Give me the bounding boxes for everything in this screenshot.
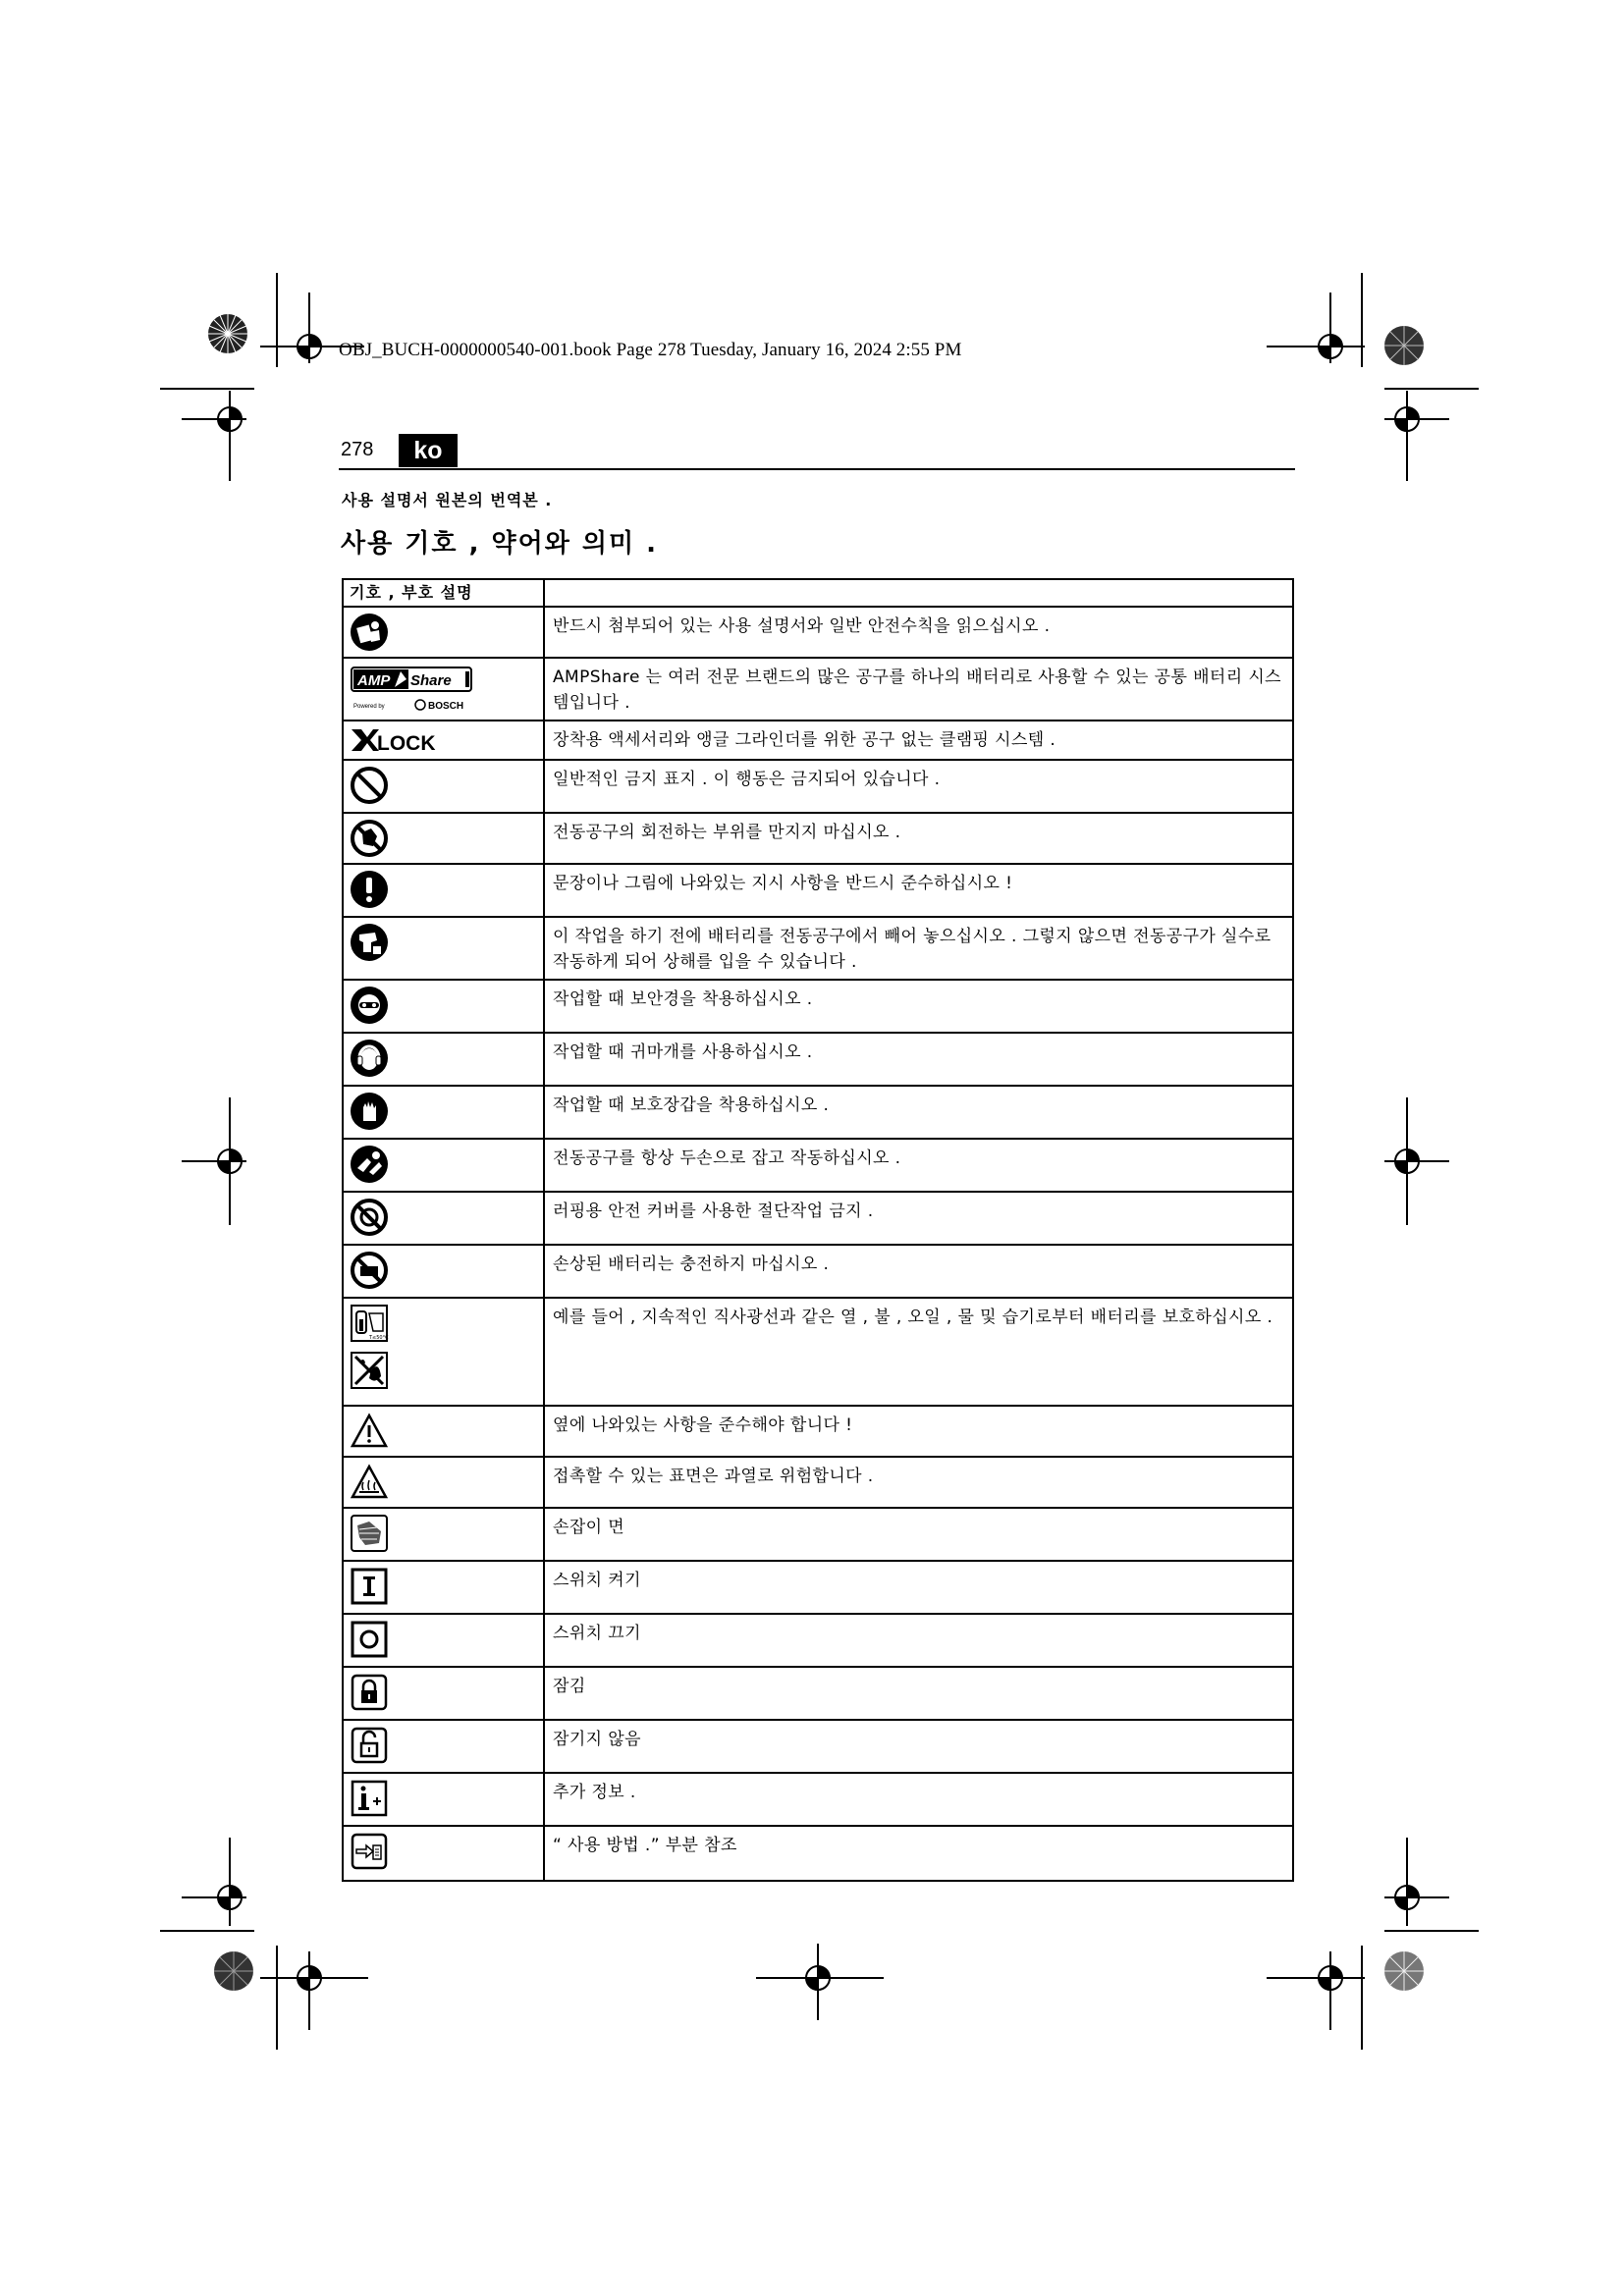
table-row: [343, 1508, 1293, 1561]
description: 스위치 끄기: [544, 1614, 1293, 1667]
description: 예를 들어 , 지속적인 직사광선과 같은 열 , 불 , 오일 , 물 및 습기로부터 배터리를 보호하십시오 .: [544, 1298, 1293, 1406]
sheet-header: OBJ_BUCH-0000000540-001.book Page 278 Tuesday, January 16, 2024 2:55 PM: [339, 340, 962, 360]
table-row: [343, 1826, 1293, 1881]
locked-icon: [350, 1673, 389, 1712]
table-row: [343, 607, 1293, 658]
table-row: [343, 1457, 1293, 1508]
crop-rosette-icon: [1382, 324, 1426, 367]
page-number: 278: [341, 439, 374, 460]
table-row: [343, 658, 1293, 721]
table-row: [343, 1406, 1293, 1457]
header-description: [544, 579, 1293, 607]
table-row: [343, 760, 1293, 813]
description: 작업할 때 보호장갑을 착용하십시오 .: [544, 1086, 1293, 1139]
battery-temperature-icon: [350, 1304, 389, 1343]
description: 추가 정보 .: [544, 1773, 1293, 1826]
hot-surface-icon: [350, 1463, 389, 1502]
table-row: [343, 1720, 1293, 1773]
description: “ 사용 방법 .” 부분 참조: [544, 1826, 1293, 1881]
safety-goggles-icon: [350, 986, 389, 1025]
description: 스위치 켜기: [544, 1561, 1293, 1614]
description: 손상된 배터리는 충전하지 마십시오 .: [544, 1245, 1293, 1298]
description: 문장이나 그림에 나와있는 지시 사항을 반드시 준수하십시오 !: [544, 864, 1293, 917]
warning-icon: [350, 1412, 389, 1451]
table-row: [343, 1614, 1293, 1667]
table-row: [343, 1139, 1293, 1192]
ear-protection-icon: [350, 1039, 389, 1078]
svg-text:LOCK: LOCK: [377, 732, 436, 754]
crop-rosette-icon: [212, 1949, 255, 1993]
two-hands-icon: [350, 1145, 389, 1184]
svg-text:BOSCH: BOSCH: [428, 701, 464, 712]
table-header-row: [343, 579, 1293, 607]
unlocked-icon: [350, 1726, 389, 1765]
description: 반드시 첨부되어 있는 사용 설명서와 일반 안전수칙을 읽으십시오 .: [544, 607, 1293, 658]
svg-text:Powered by: Powered by: [353, 704, 385, 710]
no-charge-damaged-battery-icon: [350, 1251, 389, 1290]
page-title: 사용 기호 , 약어와 의미 .: [341, 529, 659, 559]
table-row: [343, 864, 1293, 917]
table-row: [343, 813, 1293, 864]
table-row: [343, 980, 1293, 1033]
description: 장착용 액세서리와 앵글 그라인더를 위한 공구 없는 클램핑 시스템 .: [544, 721, 1293, 760]
switch-on-icon: [350, 1567, 389, 1606]
description: 전동공구를 항상 두손으로 잡고 작동하십시오 .: [544, 1139, 1293, 1192]
svg-text:AMP: AMP: [357, 672, 391, 689]
crop-rosette-icon: [206, 312, 249, 355]
description: 러핑용 안전 커버를 사용한 절단작업 금지 .: [544, 1192, 1293, 1245]
symbols-table: [342, 578, 1294, 1882]
subtitle: 사용 설명서 원본의 번역본 .: [342, 491, 553, 509]
header-rule: [339, 468, 1295, 470]
description: AMPShare 는 여러 전문 브랜드의 많은 공구를 하나의 배터리로 사용할 수 있는 공통 배터리 시스템입니다 .: [544, 658, 1293, 721]
table-row: [343, 1773, 1293, 1826]
table-row: [343, 1561, 1293, 1614]
description: 작업할 때 보안경을 착용하십시오 .: [544, 980, 1293, 1033]
grip-surface-icon: [350, 1514, 389, 1553]
additional-info-icon: [350, 1779, 389, 1818]
xlock-logo: [350, 726, 448, 754]
no-water-heat-icon: [350, 1351, 389, 1390]
ampshare-logo: [350, 664, 477, 713]
temperature-label: T≤50°C: [369, 1335, 389, 1341]
no-touch-rotating-icon: [350, 819, 389, 858]
table-row: [343, 721, 1293, 760]
description: 접촉할 수 있는 표면은 과열로 위험합니다 .: [544, 1457, 1293, 1508]
crop-rosette-icon: [1382, 1949, 1426, 1993]
table-row: [343, 1086, 1293, 1139]
description: 이 작업을 하기 전에 배터리를 전동공구에서 빼어 놓으십시오 . 그렇지 않으면 전동공구가 실수로 작동하게 되어 상해를 입을 수 있습니다 .: [544, 917, 1293, 980]
header-symbol: 기호 , 부호 설명: [343, 579, 544, 607]
read-manual-icon: [350, 613, 389, 652]
no-cutting-guard-icon: [350, 1198, 389, 1237]
table-row: [343, 1033, 1293, 1086]
table-row: [343, 1667, 1293, 1720]
table-row: [343, 1245, 1293, 1298]
remove-battery-icon: [350, 923, 389, 962]
svg-text:Share: Share: [410, 672, 452, 689]
mandatory-icon: [350, 870, 389, 909]
prohibition-icon: [350, 766, 389, 805]
description: 일반적인 금지 표지 . 이 행동은 금지되어 있습니다 .: [544, 760, 1293, 813]
description: 잠기지 않음: [544, 1720, 1293, 1773]
table-row: [343, 1298, 1293, 1406]
table-row: [343, 1192, 1293, 1245]
description: 손잡이 면: [544, 1508, 1293, 1561]
description: 잠김: [544, 1667, 1293, 1720]
description: 작업할 때 귀마개를 사용하십시오 .: [544, 1033, 1293, 1086]
language-badge: ko: [399, 434, 458, 467]
description: 전동공구의 회전하는 부위를 만지지 마십시오 .: [544, 813, 1293, 864]
switch-off-icon: [350, 1620, 389, 1659]
description: 옆에 나와있는 사항을 준수해야 합니다 !: [544, 1406, 1293, 1457]
see-operation-icon: [350, 1832, 389, 1871]
gloves-icon: [350, 1092, 389, 1131]
table-row: [343, 917, 1293, 980]
